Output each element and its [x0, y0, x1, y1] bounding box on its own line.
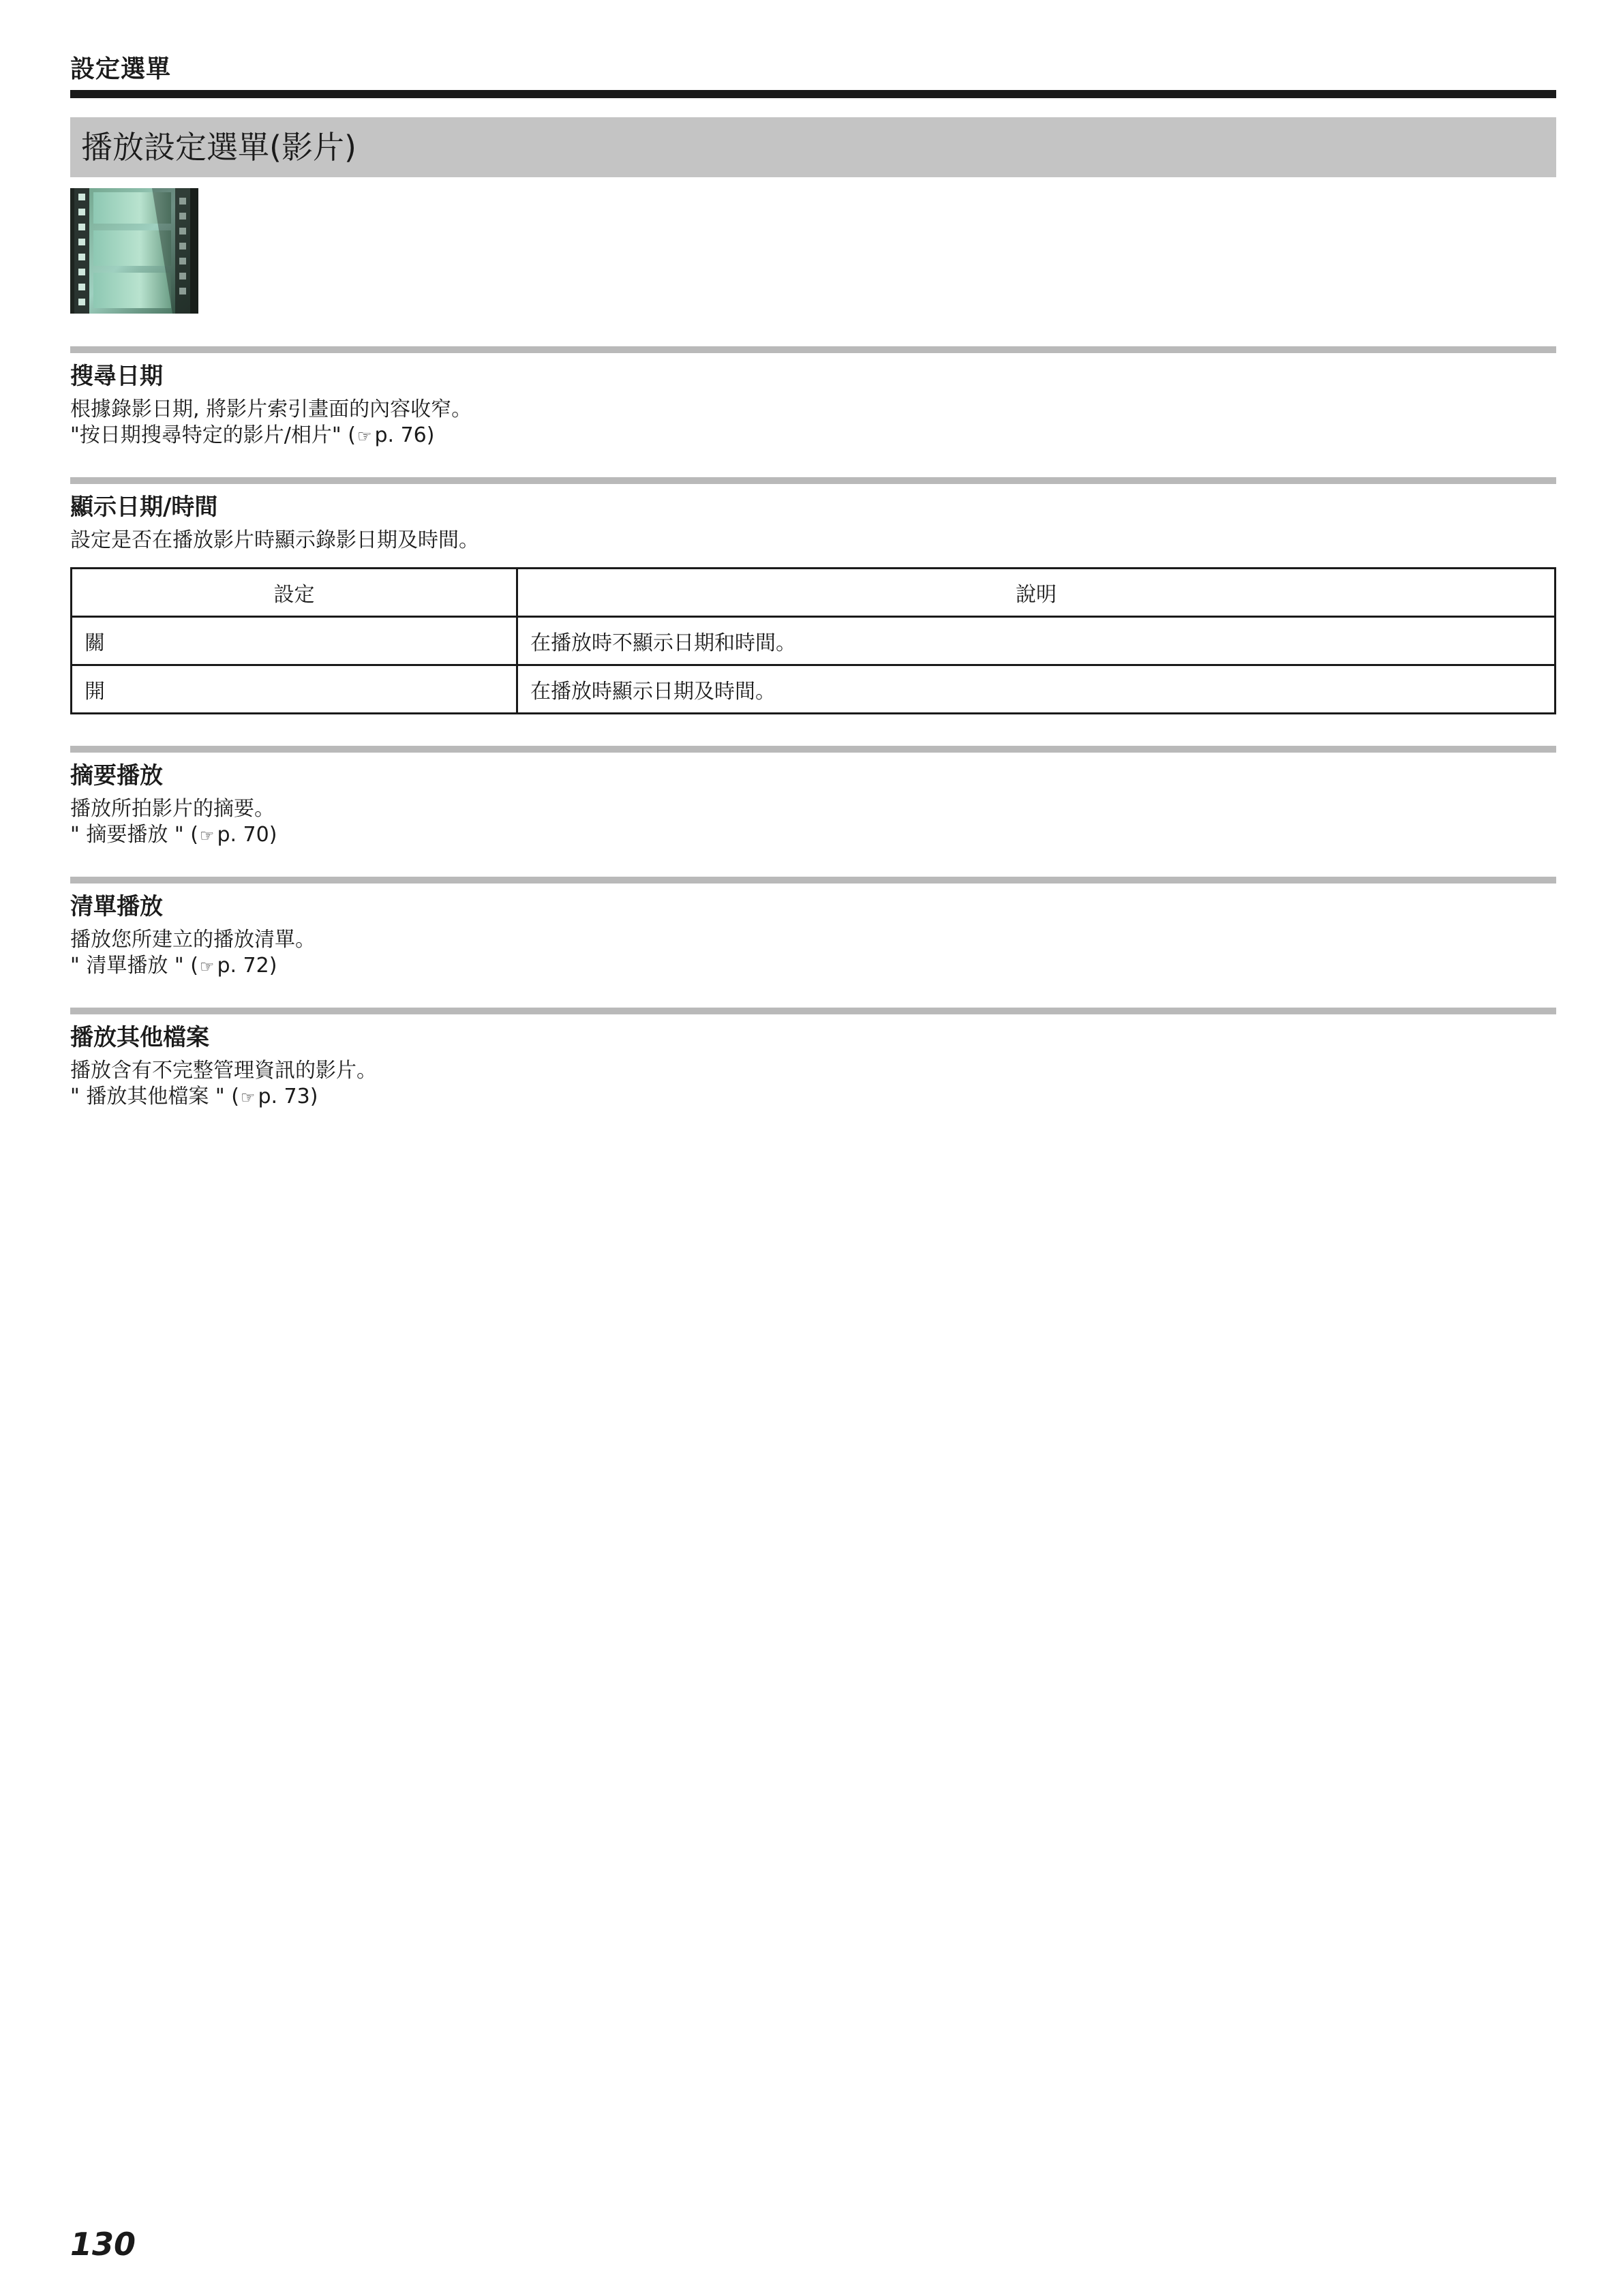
section-divider	[70, 346, 1556, 353]
pointing-hand-icon: ☞	[357, 427, 372, 446]
section-play-other-files	[70, 1008, 1556, 1111]
table-header-description: 說明	[517, 569, 1556, 617]
table-row	[72, 617, 1556, 665]
reference-text: "按日期搜尋特定的影片/相片" (	[70, 423, 356, 447]
reference-page: p. 70)	[217, 823, 277, 847]
page-section-title: 設定選單	[70, 55, 172, 83]
film-strip-icon	[70, 188, 198, 314]
section-divider	[70, 477, 1556, 484]
reference-page: p. 72)	[217, 954, 277, 978]
page-header	[70, 50, 1556, 98]
section-reference-link[interactable]	[70, 423, 1556, 449]
section-reference-link[interactable]	[70, 822, 1556, 849]
table-cell-setting: 開	[72, 665, 517, 714]
section-description: 根據錄影日期, 將影片索引畫面的內容收窄。	[70, 397, 472, 421]
section-description: 播放含有不完整管理資訊的影片。	[70, 1059, 377, 1083]
menu-banner-title: 播放設定選單(影片)	[81, 129, 357, 166]
section-title: 清單播放	[70, 893, 163, 920]
section-divider	[70, 877, 1556, 883]
pointing-hand-icon: ☞	[199, 957, 215, 976]
section-title: 摘要播放	[70, 762, 163, 789]
section-description: 設定是否在播放影片時顯示錄影日期及時間。	[70, 528, 479, 552]
section-reference-link[interactable]	[70, 953, 1556, 980]
section-title: 顯示日期/時間	[70, 494, 218, 521]
film-strip-graphic	[70, 188, 198, 314]
section-title: 播放其他檔案	[70, 1024, 209, 1051]
section-divider	[70, 1008, 1556, 1014]
page-number: 130	[70, 2226, 136, 2263]
header-rule	[70, 90, 1556, 98]
reference-text: " 摘要播放 " (	[70, 823, 198, 847]
section-playlist-playback	[70, 877, 1556, 980]
reference-page: p. 76)	[374, 423, 435, 447]
menu-banner	[70, 117, 1556, 177]
table-cell-description: 在播放時顯示日期及時間。	[517, 665, 1556, 714]
section-description: 播放所拍影片的摘要。	[70, 797, 275, 821]
section-description: 播放您所建立的播放清單。	[70, 928, 316, 952]
section-digest-playback	[70, 746, 1556, 849]
date-time-settings-table	[70, 567, 1556, 714]
section-divider	[70, 746, 1556, 753]
section-display-date-time	[70, 477, 1556, 554]
table-cell-setting: 關	[72, 617, 517, 665]
table-header-row	[72, 569, 1556, 617]
table-cell-description: 在播放時不顯示日期和時間。	[517, 617, 1556, 665]
reference-text: " 清單播放 " (	[70, 954, 198, 978]
section-search-date	[70, 346, 1556, 449]
section-title: 搜尋日期	[70, 363, 163, 390]
reference-text: " 播放其他檔案 " (	[70, 1085, 239, 1108]
table-row	[72, 665, 1556, 714]
reference-page: p. 73)	[258, 1085, 318, 1108]
pointing-hand-icon: ☞	[199, 826, 215, 845]
section-reference-link[interactable]	[70, 1084, 1556, 1111]
table-header-setting: 設定	[72, 569, 517, 617]
pointing-hand-icon: ☞	[240, 1088, 256, 1107]
